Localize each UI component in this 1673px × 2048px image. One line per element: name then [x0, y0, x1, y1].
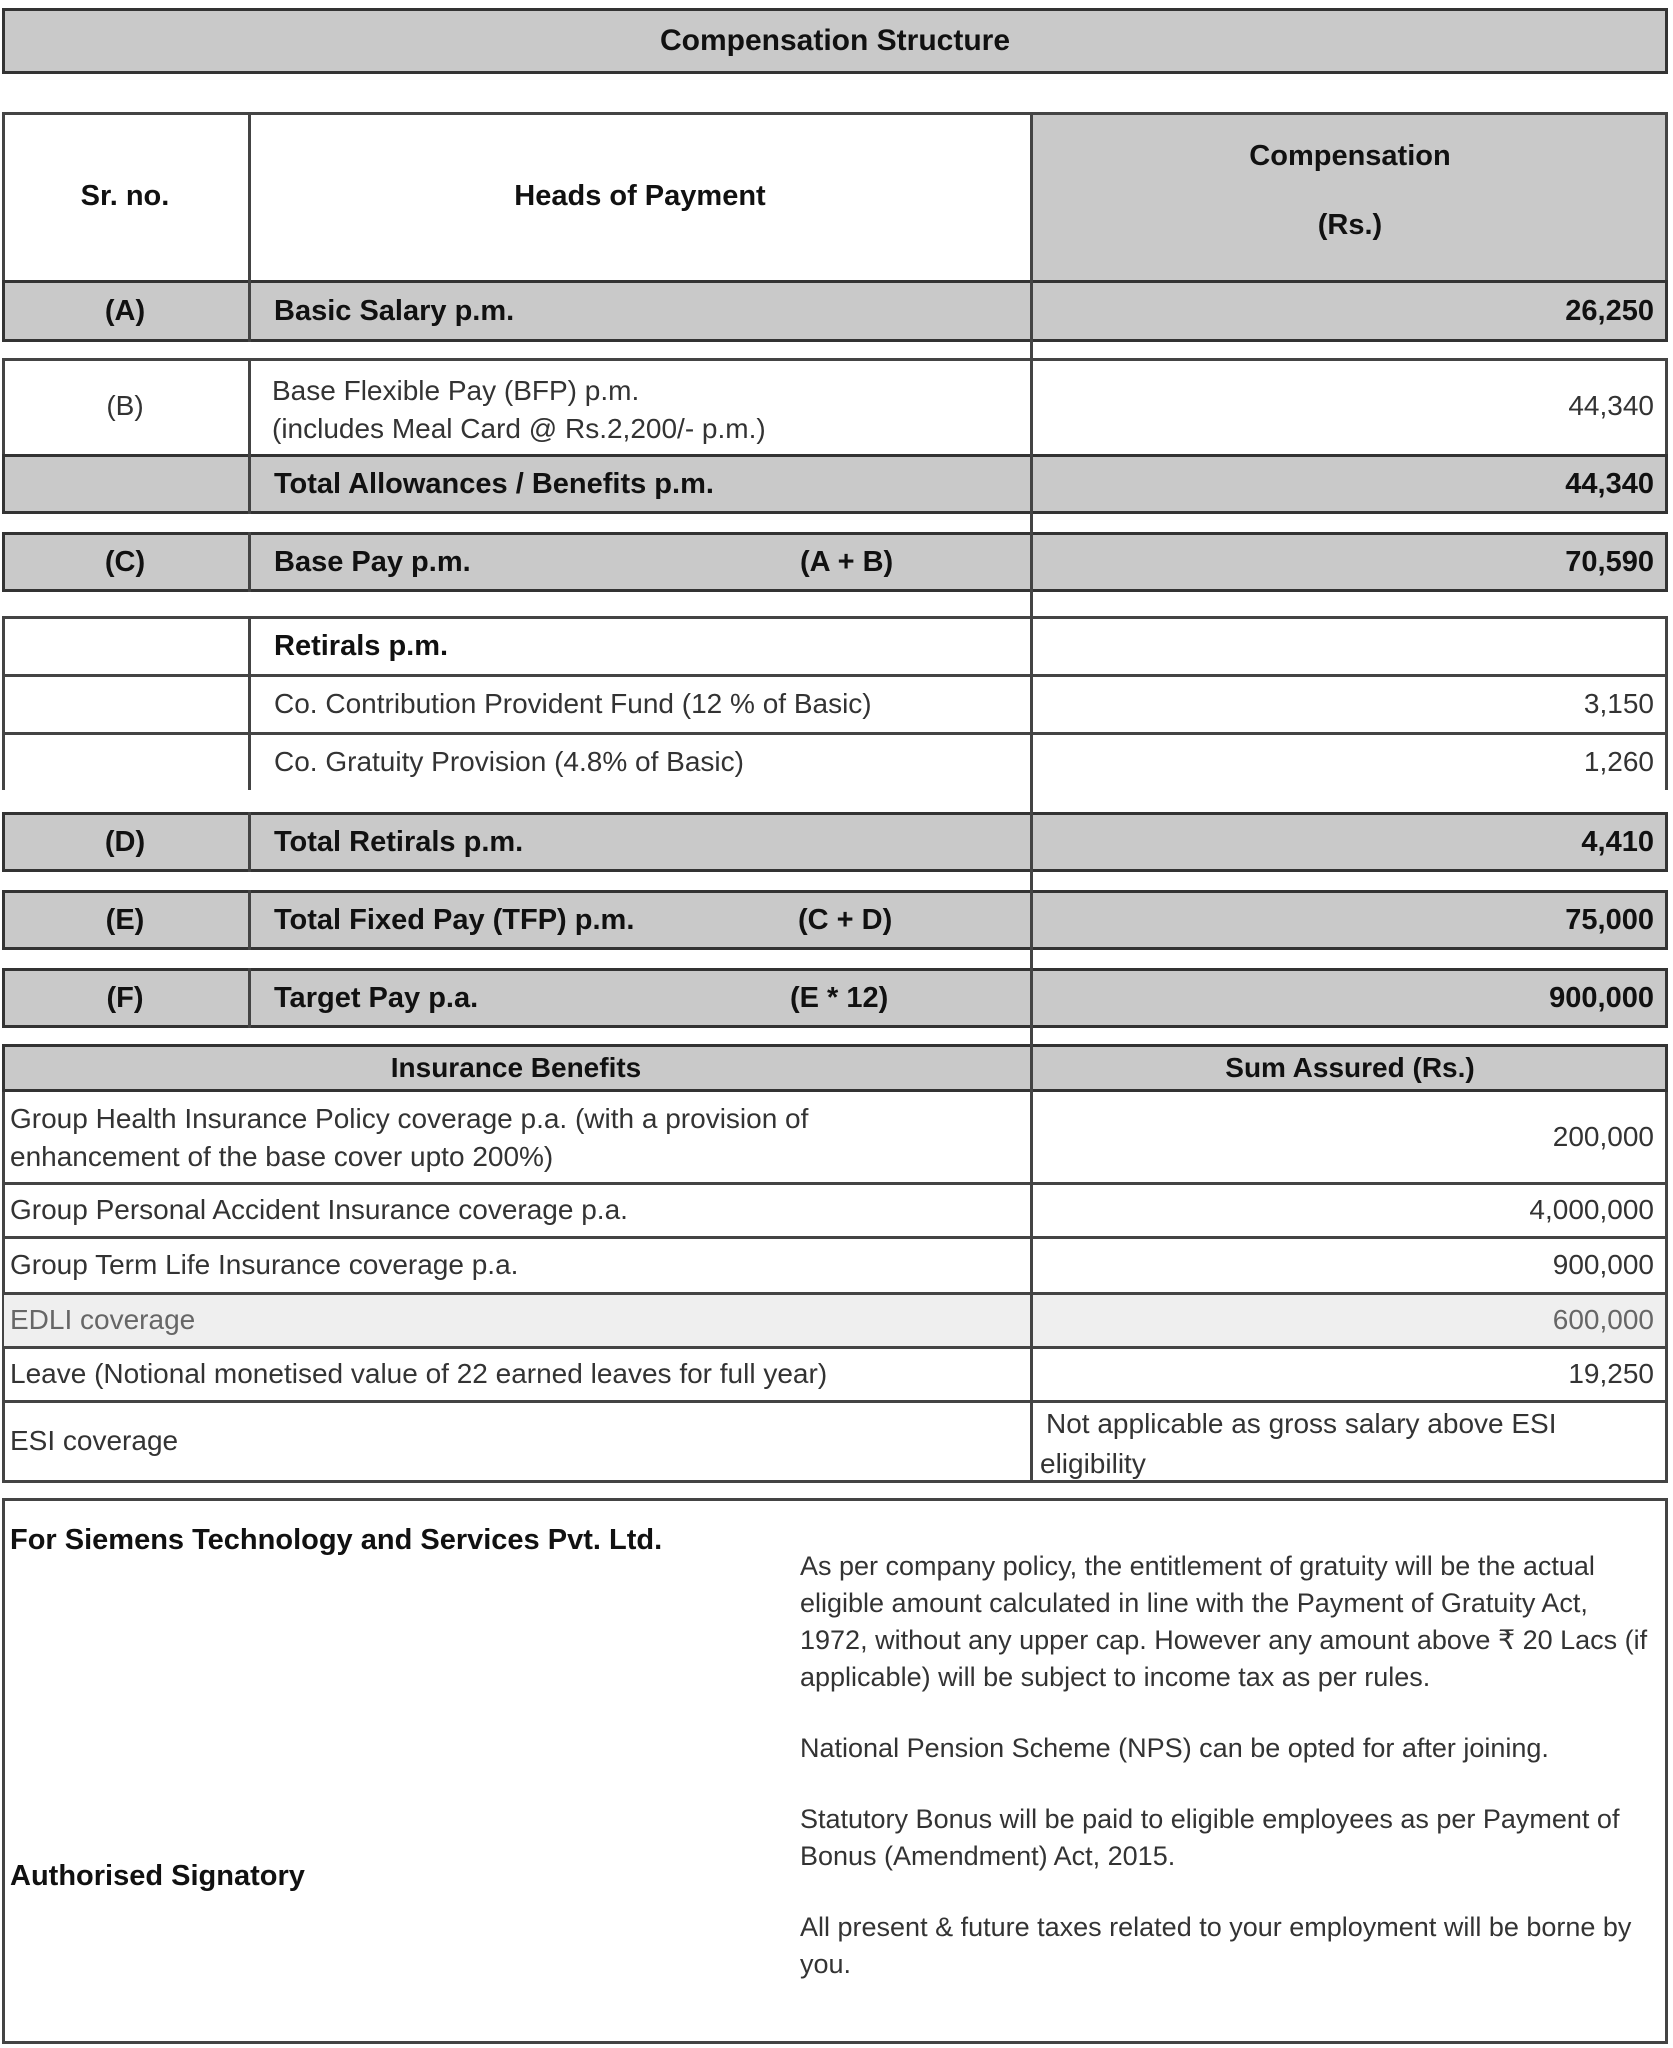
footer-notes	[800, 1548, 1656, 2017]
note-taxes: All present & future taxes related to your employment will be borne by you.	[800, 1912, 1632, 1979]
insurance-item-edli: EDLI coverage	[10, 1304, 196, 1335]
insurance-value-edli: 600,000	[1552, 1304, 1654, 1335]
insurance-item-health: Group Health Insurance Policy coverage p.a. (with a provision of enhancement of the base cover upto 200%)	[10, 1103, 809, 1172]
insurance-value-term-life: 900,000	[1552, 1249, 1654, 1280]
row-c-sr: (C)	[104, 545, 146, 578]
row-retirals-head: Retirals p.m.	[274, 629, 449, 662]
row-f-formula: (E * 12)	[790, 981, 889, 1014]
row-a-sr: (A)	[104, 294, 146, 327]
row-f-sr: (F)	[106, 981, 144, 1014]
note-bonus: Statutory Bonus will be paid to eligible employees as per Payment of Bonus (Amendment) Act, 2015.	[800, 1804, 1620, 1871]
row-c-head: Base Pay p.m.	[274, 545, 471, 578]
footer-company: For Siemens Technology and Services Pvt. Ltd.	[10, 1524, 663, 1556]
row-f-head: Target Pay p.a.	[274, 981, 479, 1014]
row-allowances-head: Total Allowances / Benefits p.m.	[274, 467, 714, 500]
header-sr-no: Sr. no.	[80, 179, 170, 212]
row-a-head: Basic Salary p.m.	[274, 294, 515, 327]
row-c-formula: (A + B)	[800, 545, 894, 578]
row-f-value: 900,000	[1549, 981, 1654, 1014]
footer-signatory: Authorised Signatory	[10, 1860, 305, 1892]
insurance-item-term-life: Group Term Life Insurance coverage p.a.	[10, 1249, 519, 1280]
note-nps: National Pension Scheme (NPS) can be opted for after joining.	[800, 1733, 1549, 1763]
row-a-value: 26,250	[1565, 294, 1654, 327]
header-compensation: Compensation (Rs.)	[1249, 140, 1451, 241]
row-pf-head: Co. Contribution Provident Fund (12 % of Basic)	[274, 688, 872, 719]
page-title: Compensation Structure	[659, 24, 1011, 57]
row-e-sr: (E)	[105, 903, 145, 936]
header-heads-of-payment: Heads of Payment	[514, 179, 766, 212]
row-e-head: Total Fixed Pay (TFP) p.m.	[274, 903, 635, 936]
row-e-formula: (C + D)	[798, 903, 893, 936]
insurance-value-health: 200,000	[1552, 1121, 1654, 1152]
insurance-item-accident: Group Personal Accident Insurance coverage p.a.	[10, 1194, 628, 1225]
row-d-value: 4,410	[1581, 825, 1654, 858]
insurance-value-esi: Not applicable as gross salary above ESI eligibility	[1040, 1408, 1557, 1479]
insurance-header-right: Sum Assured (Rs.)	[1225, 1052, 1475, 1083]
insurance-item-esi: ESI coverage	[10, 1425, 179, 1456]
note-gratuity: As per company policy, the entitlement of gratuity will be the actual eligible amount calculated in line with the Payment of Gratuity Act, 1972, without any upper cap. However any amount above ₹ 20 Lacs (if applicable) will be subject to income tax as per rules.	[800, 1551, 1648, 1692]
row-d-head: Total Retirals p.m.	[274, 825, 524, 858]
row-b-sr: (B)	[106, 390, 144, 421]
row-gratuity-head: Co. Gratuity Provision (4.8% of Basic)	[274, 746, 744, 777]
row-pf-value: 3,150	[1583, 688, 1654, 719]
insurance-header-left: Insurance Benefits	[390, 1052, 642, 1083]
row-b-value: 44,340	[1568, 390, 1654, 421]
row-d-sr: (D)	[104, 825, 146, 858]
row-e-value: 75,000	[1565, 903, 1654, 936]
row-allowances-value: 44,340	[1565, 467, 1654, 500]
row-c-value: 70,590	[1565, 545, 1654, 578]
insurance-value-accident: 4,000,000	[1529, 1194, 1654, 1225]
insurance-item-leave: Leave (Notional monetised value of 22 earned leaves for full year)	[10, 1358, 828, 1389]
insurance-value-leave: 19,250	[1568, 1358, 1654, 1389]
row-b-head: Base Flexible Pay (BFP) p.m. (includes Meal Card @ Rs.2,200/- p.m.)	[272, 375, 766, 444]
row-gratuity-value: 1,260	[1583, 746, 1654, 777]
